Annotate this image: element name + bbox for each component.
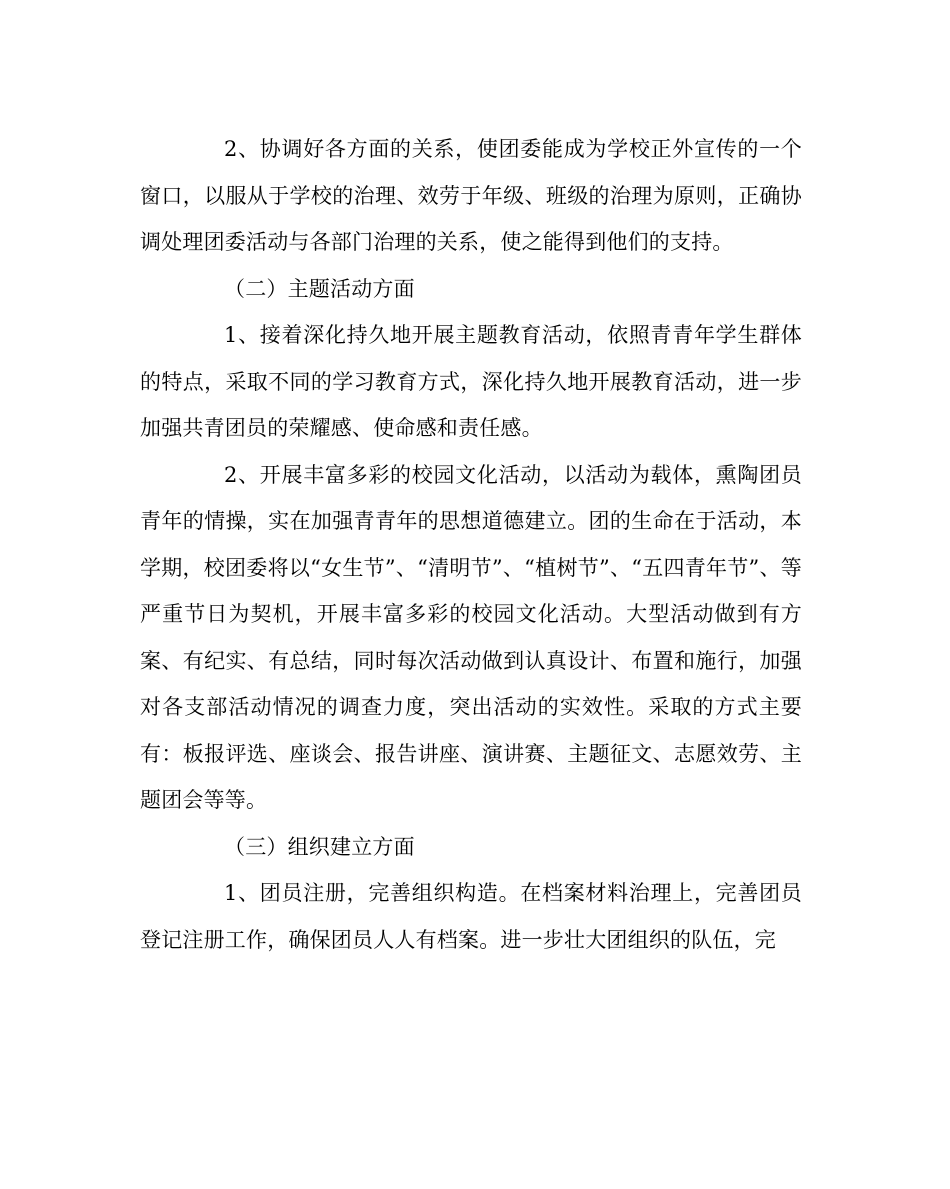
section-heading-theme-activities: （二）主题活动方面 bbox=[224, 276, 415, 301]
paragraph-campus-culture: 2、开展丰富多彩的校园文化活动，以活动为载体，熏陶团员青年的情操，实在加强青青年的思想道德建立。团的生命在于活动，本学期，校团委将以“女生节”、“清明节”、“植树节”、“五四青年节”、等严重节日为契机，开展丰富多彩的校园文化活动。大型活动做到有方案、有纪实、有总结，同时每次活动做到认真设计、布置和施行，加强对各支部活动情况的调查力度，突出活动的实效性。采取的方式主要有：板报评选、座谈会、报告讲座、演讲赛、主题征文、志愿效劳、主题团会等等。 bbox=[140, 462, 802, 812]
paragraph-theme-education: 1、接着深化持久地开展主题教育活动，依照青青年学生群体的特点，采取不同的学习教育方式，深化持久地开展教育活动，进一步加强共青团员的荣耀感、使命感和责任感。 bbox=[140, 323, 802, 440]
section-heading-organization: （三）组织建立方面 bbox=[224, 834, 415, 859]
paragraph-member-registration: 1、团员注册，完善组织构造。在档案材料治理上，完善团员登记注册工作，确保团员人人有档案。进一步壮大团组织的队伍，完 bbox=[140, 881, 802, 952]
document-body bbox=[140, 126, 802, 963]
paragraph-coordination: 2、协调好各方面的关系，使团委能成为学校正外宣传的一个窗口，以服从于学校的治理、效劳于年级、班级的治理为原则，正确协调处理团委活动与各部门治理的关系，使之能得到他们的支持。 bbox=[140, 137, 802, 254]
